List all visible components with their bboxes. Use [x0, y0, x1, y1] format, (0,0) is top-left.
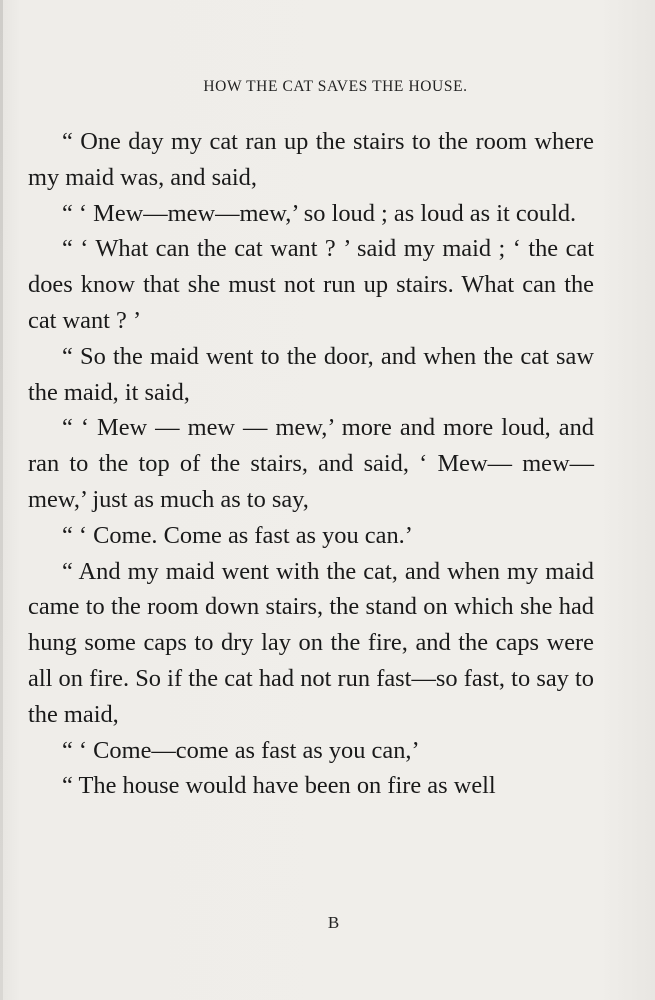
paragraph: “ ‘ Mew — mew — mew,’ more and more loud, and ran to the top of the stairs, and said, ‘ Mew— mew— mew,’ just as much as to say,	[28, 414, 594, 513]
paragraph: “ ‘ Come—come as fast as you can,’	[62, 736, 420, 764]
paragraph: “ ‘ Come. Come as fast as you can.’	[62, 521, 413, 549]
paragraph: “ ‘ What can the cat want ? ’ said my maid ; ‘ the cat does know that she must not run up stairs. What can the cat want ? ’	[28, 235, 594, 334]
paragraph: “ So the maid went to the door, and when the cat saw the maid, it said,	[28, 342, 594, 406]
paragraph: “ And my maid went with the cat, and when my maid came to the room down stairs, the stand on which she had hung some caps to dry lay on the fire, and the caps were all on fire. So if the cat had not run fast—so fast, to say to the maid,	[28, 557, 594, 728]
signature-mark: B	[327, 913, 340, 932]
page-edge	[0, 0, 3, 1000]
paragraph: “ One day my cat ran up the stairs to the room where my maid was, and said,	[28, 128, 594, 191]
running-head: HOW THE CAT SAVES THE HOUSE.	[203, 78, 468, 95]
paragraph: “ ‘ Mew—mew—mew,’ so loud ; as loud as it could.	[62, 199, 577, 227]
body-text	[28, 124, 594, 804]
paragraph: “ The house would have been on fire as well	[62, 772, 496, 800]
